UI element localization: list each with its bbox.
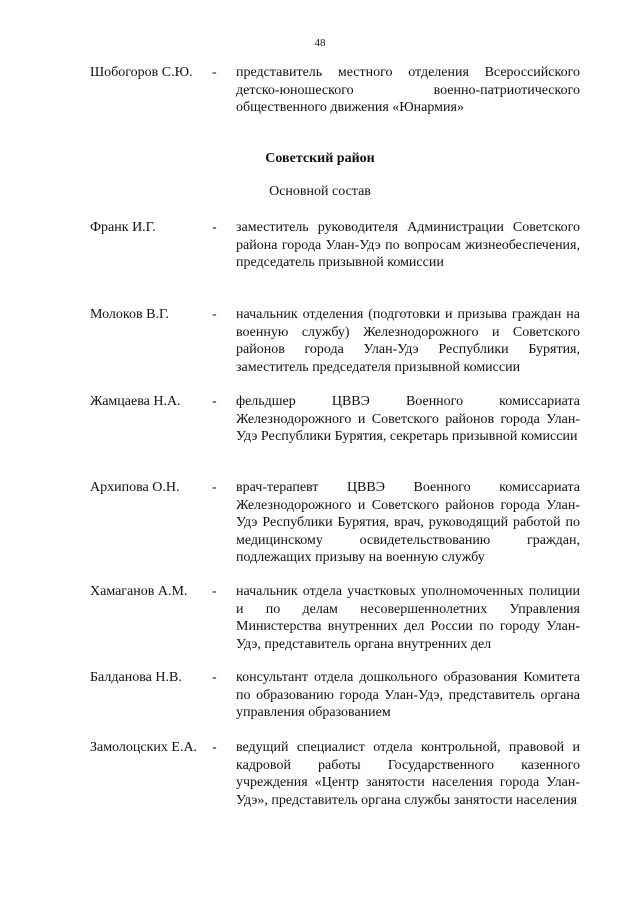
section-title: Советский район — [265, 151, 375, 166]
member-name: Замолоцских Е.А. — [90, 740, 198, 755]
member-description: начальник отдела участковых уполномоченных полиции и по делам несовершеннолетних Управления Министерства внутренних дел России по городу Улан-Удэ, представитель органа внутренних дел — [236, 584, 580, 652]
member-name: Архипова О.Н. — [90, 480, 180, 495]
page-number: 48 — [314, 37, 326, 49]
member-entry-arkhipova — [90, 479, 580, 567]
member-entry-frank — [90, 219, 580, 272]
member-description: представитель местного отделения Всероссийского детско-юношеского военно-патриотического общественного движения «Юнармия» — [236, 65, 580, 115]
member-description: ведущий специалист отдела контрольной, правовой и кадровой работы Государственного казенного учреждения «Центр занятости населения города Улан-Удэ», представитель органа службы занятости населения — [236, 740, 580, 808]
member-dash: - — [212, 220, 217, 235]
member-dash: - — [212, 740, 217, 755]
member-dash: - — [212, 480, 217, 495]
member-description: начальник отделения (подготовки и призыва граждан на военную службу) Железнодорожного и Советского районов города Улан-Удэ Республики Бурятия, заместитель председателя призывной комиссии — [236, 307, 580, 375]
member-name: Балданова Н.В. — [90, 670, 182, 685]
member-name: Молоков В.Г. — [90, 307, 169, 322]
member-entry-molokov — [90, 306, 580, 376]
member-description: заместитель руководителя Администрации Советского района города Улан-Удэ по вопросам жизнеобеспечения, председатель призывной комиссии — [236, 220, 580, 270]
member-description: врач-терапевт ЦВВЭ Военного комиссариата Железнодорожного и Советского районов города Улан-Удэ Республики Бурятия, врач, руководящий работой по медицинскому освидетельствованию граждан, подлежащих призыву на военную службу — [236, 480, 580, 565]
member-description: консультант отдела дошкольного образования Комитета по образованию города Улан-Удэ, представитель органа управления образованием — [236, 670, 580, 720]
member-dash: - — [212, 65, 217, 80]
subsection-title: Основной состав — [269, 184, 371, 199]
member-dash: - — [212, 307, 217, 322]
member-name: Шобогоров С.Ю. — [90, 65, 193, 80]
member-entry-zamolotskikh — [90, 739, 580, 809]
member-dash: - — [212, 394, 217, 409]
member-entry-shobogorov — [90, 64, 580, 117]
member-name: Франк И.Г. — [90, 220, 156, 235]
member-dash: - — [212, 670, 217, 685]
member-entry-baldanova — [90, 669, 580, 722]
member-entry-zhamtsaeva — [90, 393, 580, 446]
member-entry-khamaganov — [90, 583, 580, 653]
member-name: Хамаганов А.М. — [90, 584, 188, 599]
member-dash: - — [212, 584, 217, 599]
member-description: фельдшер ЦВВЭ Военного комиссариата Железнодорожного и Советского районов города Улан-Удэ Республики Бурятия, секретарь призывной комиссии — [236, 394, 580, 444]
member-name: Жамцаева Н.А. — [90, 394, 181, 409]
